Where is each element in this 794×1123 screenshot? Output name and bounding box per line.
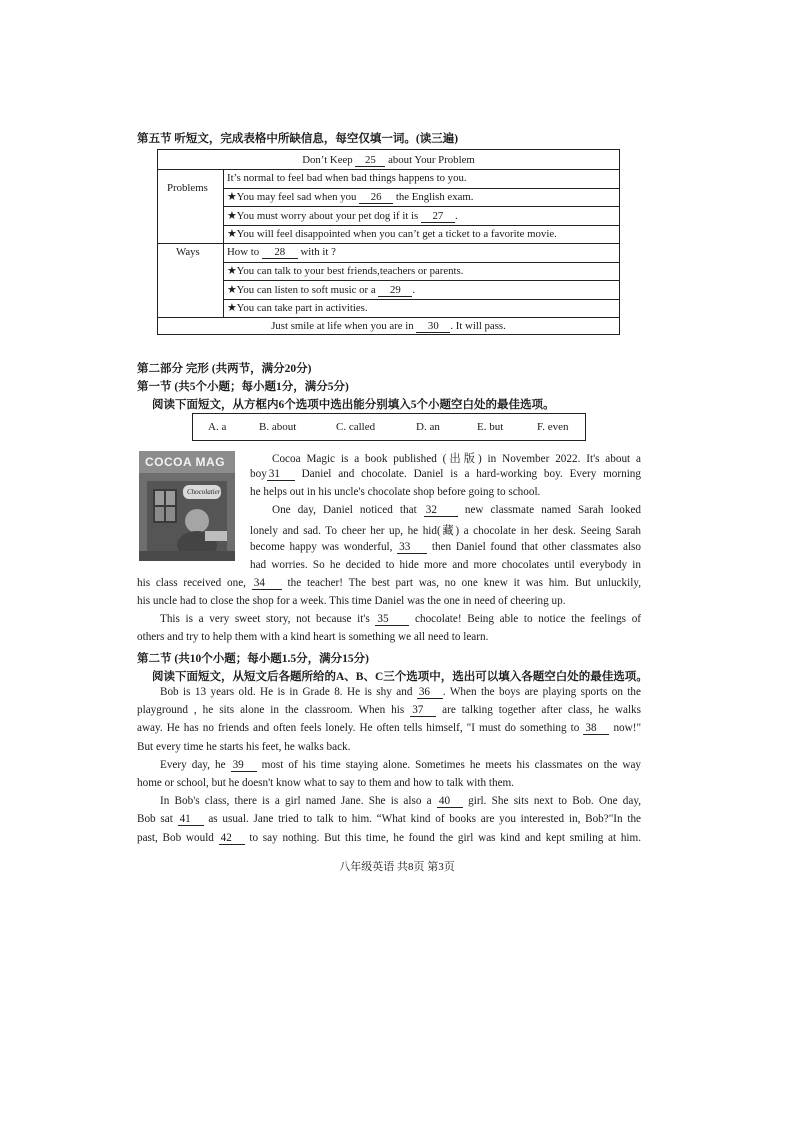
blank-38[interactable]: 38 (583, 722, 609, 735)
option-d: D. an (416, 421, 440, 433)
passage1-line: become happy was wonderful, 33 then Daniel found that other classmates also (250, 541, 641, 553)
blank-30[interactable]: 30 (416, 320, 450, 333)
part2-heading: 第二部分 完形 (共两节，满分20分) (137, 363, 312, 375)
table-row: ★You can listen to soft music or a 29 . (227, 284, 416, 296)
table-row: ★You must worry about your pet dog if it is 27 . (227, 210, 458, 222)
table-title: Don’t Keep 25 about Your Problem (302, 154, 475, 166)
passage1-line: One day, Daniel noticed that 32 new classmate named Sarah looked (272, 504, 642, 516)
part2-section2-heading: 第二节 (共10个小题；每小题1.5分，满分15分) (137, 653, 369, 665)
table-row: ★You can take part in activities. (227, 302, 368, 314)
passage2-line: playground , he sits alone in the classroom. When his 37 are talking together after class, he walks (137, 704, 642, 716)
passage2-line: Bob is 13 years old. He is in Grade 8. He is shy and 36 . When the boys are playing sports on the (160, 686, 641, 698)
table-row: ★You may feel sad when you 26 the English exam. (227, 191, 474, 203)
passage1-line: his class received one, 34 the teacher! The best part was, no one knew it was him. But unluckily, (137, 577, 641, 589)
option-e: E. but (477, 421, 504, 433)
passage1-line: boy 31 Daniel and chocolate. Daniel is a hard-working boy. Every morning (250, 468, 641, 480)
passage1-line: This is a very sweet story, not because it's 35 chocolate! Being able to notice the feelings of (160, 613, 642, 625)
table-row: ★You will feel disappointed when you can’t get a ticket to a favorite movie. (227, 228, 557, 240)
passage2-line: But every time he starts his feet, he walks back. (137, 741, 351, 753)
blank-35[interactable]: 35 (375, 613, 409, 626)
passage1-line: Cocoa Magic is a book published (出版) in November 2022. It's about a (272, 453, 641, 465)
listening-table (157, 149, 620, 335)
option-a: A. a (208, 421, 227, 433)
blank-36[interactable]: 36 (417, 686, 443, 699)
options-box (192, 413, 586, 441)
passage1-line: had worries. So he decided to hide more and more chocolates until everybody in (250, 559, 641, 571)
blank-41[interactable]: 41 (178, 813, 204, 826)
blank-27[interactable]: 27 (421, 210, 455, 223)
part2-section1-heading: 第一节 (共5个小题；每小题1分，满分5分) (137, 381, 349, 393)
page-footer: 八年级英语 共8页 第3页 (339, 861, 455, 873)
table-row: It’s normal to feel bad when bad things happens to you. (227, 172, 467, 184)
part2-section2-instruction: 阅读下面短文，从短文后各题所给的A、B、C三个选项中，选出可以填入各题空白处的最佳选项。 (152, 671, 648, 683)
book-cover-title: COCOA MAG (145, 455, 226, 469)
ways-label: Ways (176, 246, 200, 258)
blank-33[interactable]: 33 (397, 541, 427, 554)
table-row: ★You can talk to your best friends,teachers or parents. (227, 265, 464, 277)
blank-26[interactable]: 26 (359, 191, 393, 204)
option-f: F. even (537, 421, 569, 433)
option-b: B. about (259, 421, 297, 433)
blank-29[interactable]: 29 (378, 284, 412, 297)
table-footer: Just smile at life when you are in 30 . It will pass. (271, 320, 506, 332)
passage2-line: In Bob's class, there is a girl named Jane. She is also a 40 girl. She sits next to Bob. One day, (160, 795, 642, 807)
passage1-line: others and try to help them with a kind heart is something we all need to learn. (137, 631, 489, 643)
passage2-line: Bob sat 41 as usual. Jane tried to talk to him. “What kind of books are you interested in, Bob?"In the (137, 813, 642, 825)
passage1-line: lonely and sad. To cheer her up, he hid(藏) a chocolate in her desk. Seeing Sarah (250, 525, 641, 537)
passage2-line: past, Bob would 42 to say nothing. But this time, he found the girl was kind and kept smiling at him. (137, 832, 642, 844)
blank-40[interactable]: 40 (437, 795, 463, 808)
passage2-line: Every day, he 39 most of his time staying alone. Sometimes he meets his classmates on the way (160, 759, 642, 771)
blank-39[interactable]: 39 (231, 759, 257, 772)
section5-heading: 第五节 听短文，完成表格中所缺信息，每空仅填一词。(读三遍) (137, 133, 459, 145)
passage1-line: he helps out in his uncle's chocolate shop before going to school. (250, 486, 541, 498)
blank-42[interactable]: 42 (219, 832, 245, 845)
blank-37[interactable]: 37 (410, 704, 436, 717)
blank-25[interactable]: 25 (355, 154, 385, 167)
passage2-line: home or school, but he doesn't know what to say to them and how to talk with them. (137, 777, 515, 789)
passage2-line: away. He has no friends and often feels lonely. He often tells himself, "I must do something to 38 now!" (137, 722, 642, 734)
problems-label: Problems (167, 182, 208, 194)
blank-34[interactable]: 34 (252, 577, 282, 590)
blank-28[interactable]: 28 (262, 246, 298, 259)
part2-section1-instruction: 阅读下面短文，从方框内6个选项中选出能分别填入5个小题空白处的最佳选项。 (152, 399, 555, 411)
option-c: C. called (336, 421, 376, 433)
blank-31[interactable]: 31 (267, 468, 295, 481)
blank-32[interactable]: 32 (424, 504, 458, 517)
table-row: How to 28 with it ? (227, 246, 336, 258)
book-cover-image (139, 451, 235, 561)
book-cover-sign: Chocolatier (187, 488, 221, 496)
passage1-line: his uncle had to close the shop for a week. This time Daniel was the one in need of cheering up. (137, 595, 566, 607)
